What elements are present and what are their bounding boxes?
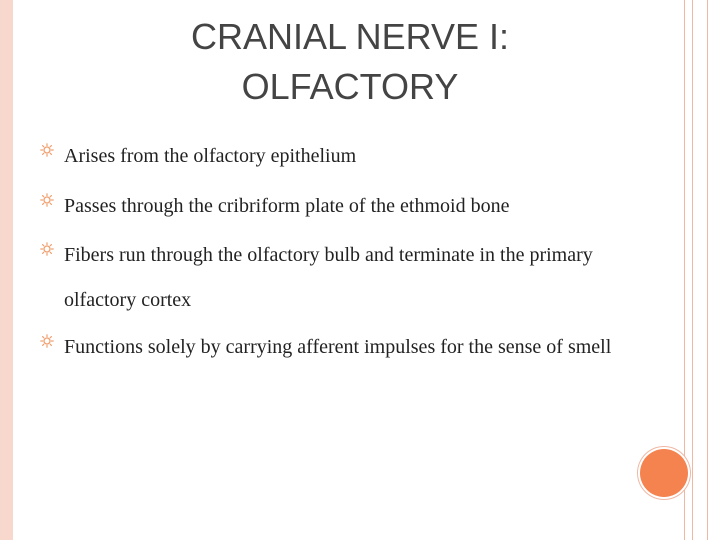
sun-bullet-icon bbox=[40, 193, 54, 207]
slide-title-line-2: OLFACTORY bbox=[241, 66, 459, 107]
slide-title-line-1: CRANIAL NERVE I: bbox=[190, 16, 510, 57]
decorative-circle bbox=[640, 449, 688, 497]
bullet-text: Functions solely by carrying afferent impulses for the sense of smell bbox=[64, 336, 612, 358]
sun-bullet-icon bbox=[40, 242, 54, 256]
sun-bullet-icon bbox=[40, 334, 54, 348]
right-decorative-line bbox=[692, 0, 693, 540]
bullet-text: Passes through the cribriform plate of the ethmoid bone bbox=[64, 195, 510, 217]
slide-title bbox=[100, 12, 600, 112]
right-decorative-line bbox=[707, 0, 708, 540]
left-decorative-stripe bbox=[0, 0, 13, 540]
bullet-text: Fibers run through the olfactory bulb and terminate in the primary olfactory cortex bbox=[64, 244, 593, 311]
bullet-text: Arises from the olfactory epithelium bbox=[64, 145, 357, 167]
sun-bullet-icon bbox=[40, 143, 54, 157]
